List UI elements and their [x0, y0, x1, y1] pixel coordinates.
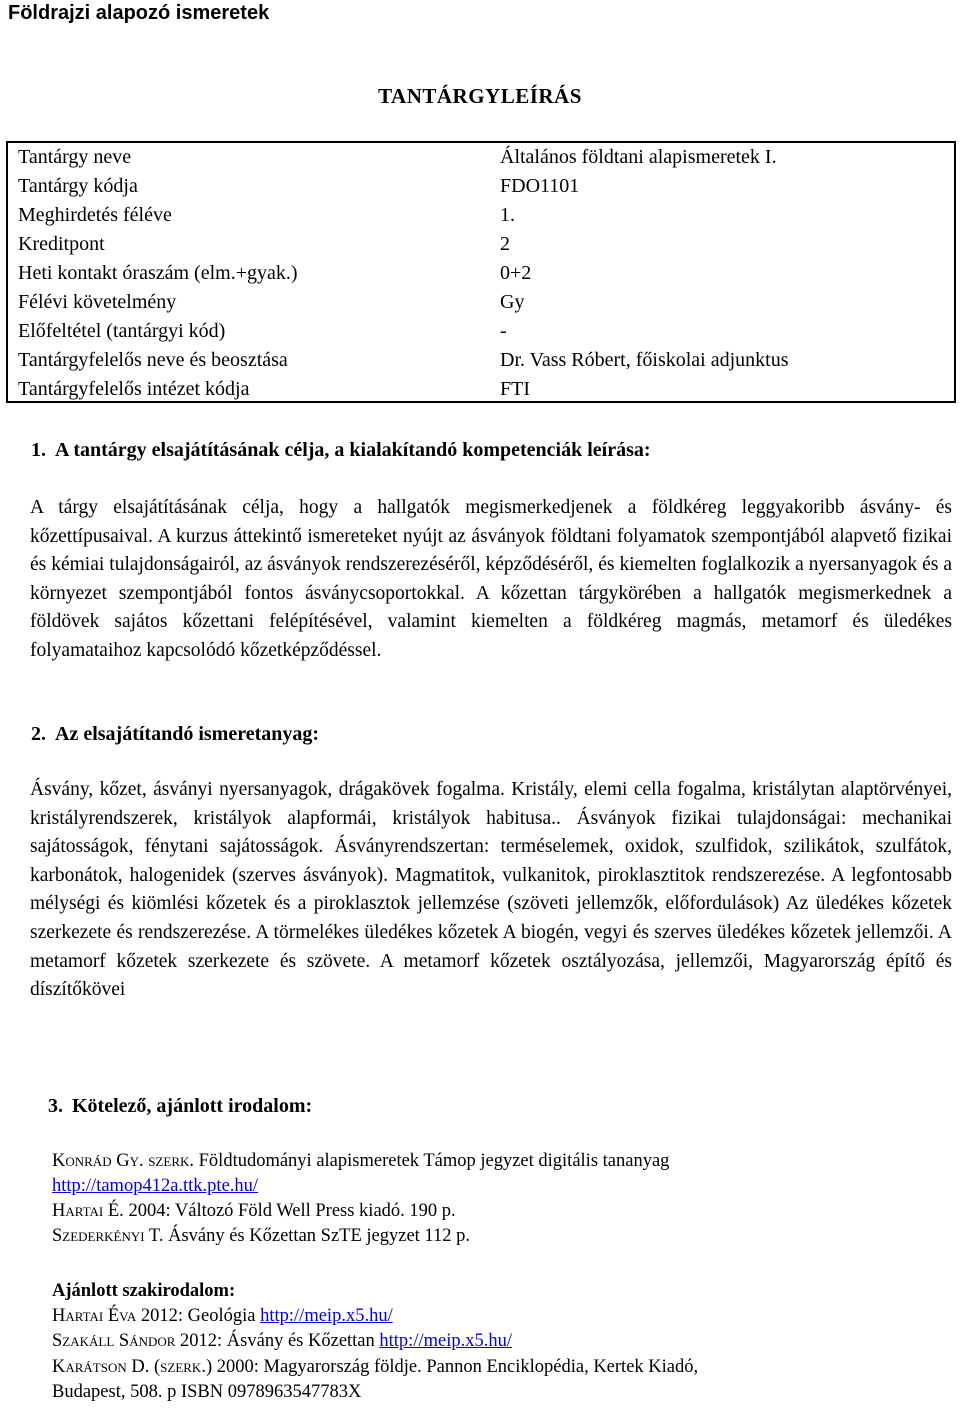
section-number: 2. — [31, 723, 46, 745]
section-2-heading — [31, 720, 320, 748]
reference-author: Hartai Éva — [52, 1306, 137, 1326]
reference-link[interactable]: http://meip.x5.hu/ — [379, 1331, 512, 1351]
reference-text: Földtudományi alapismeretek Támop jegyzet digitális tananyag — [194, 1151, 670, 1171]
section-title: Kötelező, ajánlott irodalom: — [72, 1095, 313, 1117]
reference-author: Konrád Gy. szerk. — [52, 1151, 195, 1171]
reference-link[interactable]: http://meip.x5.hu/ — [260, 1306, 393, 1326]
reference-text: Budapest, 508. p ISBN 0978963547783X — [52, 1382, 362, 1402]
reference-text: 2004: Változó Föld Well Press kiadó. 190 p. — [123, 1201, 456, 1221]
reference-author: Hartai É. — [52, 1201, 124, 1221]
recommended-heading: Ajánlott szakirodalom: — [52, 1281, 236, 1301]
reference-text: 2012: Geológia — [136, 1306, 261, 1326]
reference-text: 2000: Magyarország földje. Pannon Enciklopédia, Kertek Kiadó, — [212, 1357, 699, 1377]
info-label: Meghirdetés féléve — [18, 204, 172, 226]
reference-text: Ásvány és Kőzettan SzTE jegyzet 112 p. — [163, 1226, 470, 1246]
info-value: Dr. Vass Róbert, főiskolai adjunktus — [500, 349, 789, 371]
reference-item — [52, 1224, 470, 1249]
reference-link[interactable]: http://tamop412a.ttk.pte.hu/ — [52, 1176, 259, 1196]
section-3-heading — [48, 1092, 313, 1120]
reference-item — [52, 1149, 669, 1174]
info-value: FDO1101 — [500, 175, 580, 197]
info-value: 2 — [500, 233, 510, 255]
info-value: Gy — [500, 291, 525, 313]
info-value: FTI — [500, 378, 530, 400]
document-title: TANTÁRGYLEÍRÁS — [378, 84, 582, 108]
info-label: Tantárgyfelelős intézet kódja — [18, 378, 250, 400]
info-value: - — [500, 320, 507, 342]
info-label: Kreditpont — [18, 233, 105, 255]
course-info-table — [6, 141, 956, 403]
section-2-text: Ásvány, kőzet, ásványi nyersanyagok, drágakövek fogalma. Kristály, elemi cella fogalma, kristálytan alaptörvényei, kristályrendszerek, kristályok alapformái, kristályok habitusa.. Ásványok fizikai tulajdonságai: mechanikai sajátosságok, fénytani sajátosságok. Ásványrendszertan: terméselemek, oxidok, szulfidok, szilikátok, szulfátok, karbonátok, halogenidek (szerves ásványok). Magmatitok, vulkanitok, piroklasztitok rendszerezése. A legfontosabb mélységi és kiömlési kőzetek és a piroklasztok jellemzése (szöveti jellemzők, előfordulások) Az üledékes kőzetek szerkezete és rendszerezése. A törmelékes üledékes kőzetek A biogén, vegyi és szerves üledékes kőzetek jellemzői. A metamorf kőzetek szerkezete és szövete. A metamorf kőzetek osztályozása, jellemzői, Magyarország építő és díszítőkövei — [30, 779, 952, 1001]
info-label: Félévi követelmény — [18, 291, 177, 313]
info-label: Tantárgyfelelős neve és beosztása — [18, 349, 288, 371]
reference-item — [52, 1355, 698, 1380]
info-label: Heti kontakt óraszám (elm.+gyak.) — [18, 262, 298, 284]
reference-item — [52, 1304, 393, 1329]
section-number: 1. — [31, 439, 46, 461]
section-1-heading — [31, 436, 651, 464]
reference-item — [52, 1199, 456, 1224]
info-label: Tantárgy kódja — [18, 175, 138, 197]
reference-author: Szakáll Sándor — [52, 1331, 176, 1351]
reference-item — [52, 1380, 361, 1405]
section-title: A tantárgy elsajátításának célja, a kialakítandó kompetenciák leírása: — [55, 439, 651, 461]
info-label: Előfeltétel (tantárgyi kód) — [18, 320, 226, 342]
reference-item — [52, 1174, 258, 1199]
reference-author: Szederkényi T. — [52, 1226, 164, 1246]
reference-item — [52, 1329, 512, 1354]
section-title: Az elsajátítandó ismeretanyag: — [55, 723, 320, 745]
section-1-text: A tárgy elsajátításának célja, hogy a hallgatók megismerkedjenek a földkéreg leggyakoribb ásvány- és kőzettípusaival. A kurzus áttekintő ismereteket nyújt az ásványok földtani folyamatok szempontjából alapvető fizikai és kémiai tulajdonságairól, az ásványok rendszerezéséről, képződéséről, és kiemelten foglalkozik a nyersanyagok és a környezet szempontjából fontos ásványcsoportokkal. A kőzettan tárgykörében a hallgatók megismerkednek a földövek sajátos kőzettani felépítésével, valamint kiemelten a földkéreg magmás, metamorf és üledékes folyamataihoz kapcsolódó kőzetképződéssel. — [30, 497, 952, 661]
info-value: 0+2 — [500, 262, 532, 284]
info-label: Tantárgy neve — [18, 146, 132, 168]
reference-text: 2012: Ásvány és Kőzettan — [175, 1331, 380, 1351]
info-value: Általános földtani alapismeretek I. — [500, 146, 777, 168]
info-value: 1. — [500, 204, 515, 226]
running-header: Földrajzi alapozó ismeretek — [8, 2, 270, 24]
reference-author: Karátson D. (szerk.) — [52, 1357, 213, 1377]
section-number: 3. — [48, 1095, 63, 1117]
